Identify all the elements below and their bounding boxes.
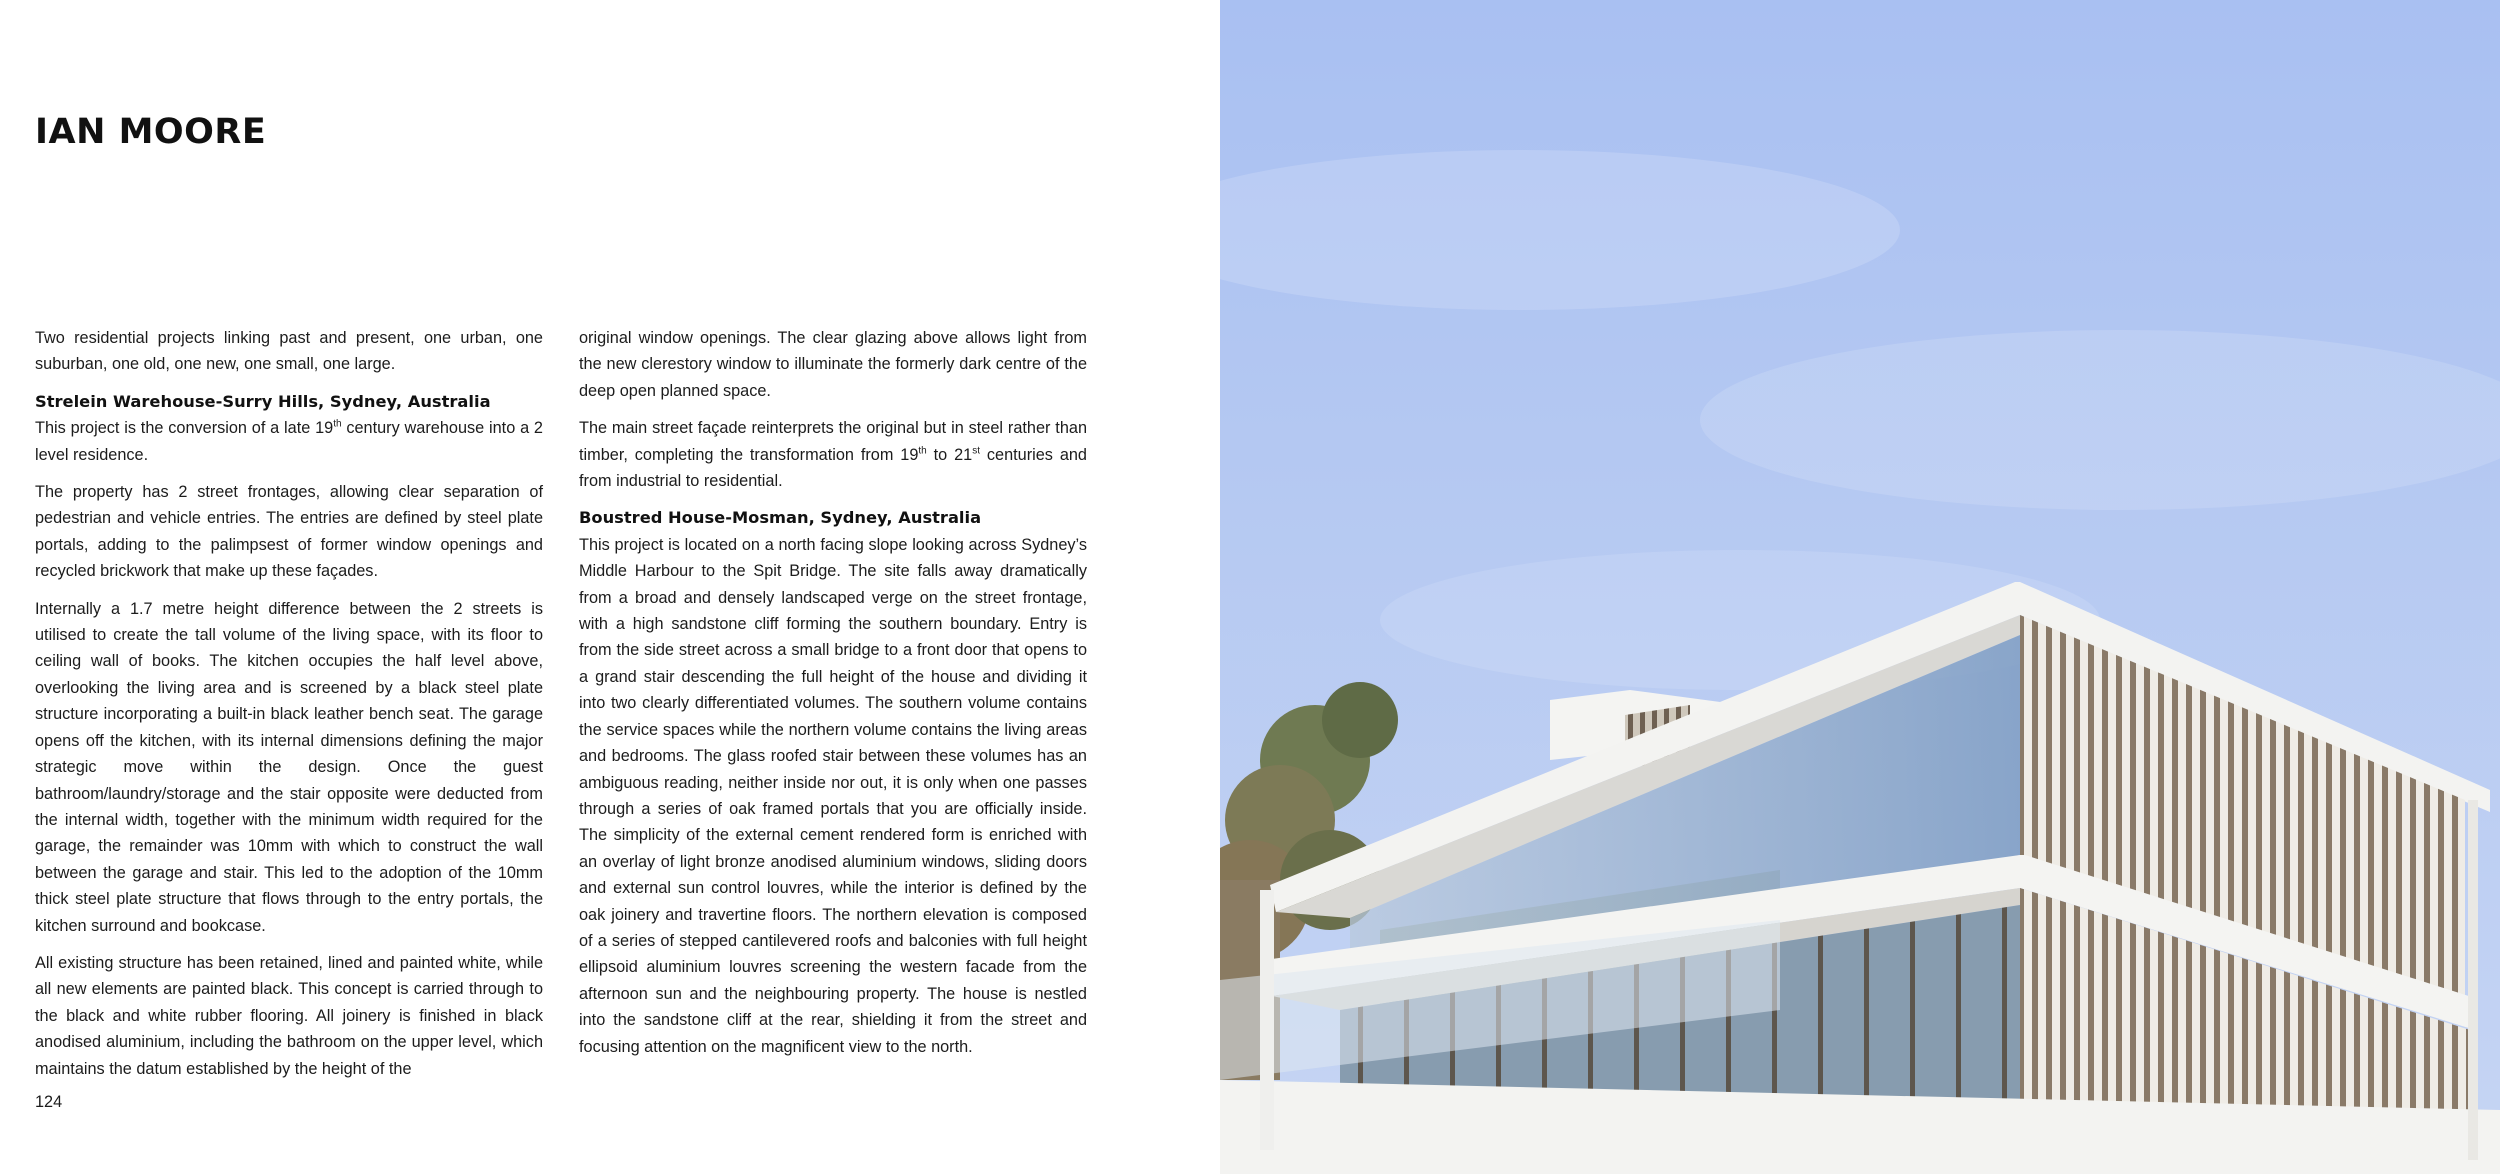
strelein-paragraph-2: The property has 2 street frontages, allowing clear separation of pedestrian and vehicle entries. The entries are defined by steel plate portals, adding to the palimpsest of former window openings and recycled brickwork that make up these façades. [35,483,543,581]
author-name: IAN MOORE [35,112,267,152]
text-column-left [35,325,543,1093]
project-heading-strelein: Strelein Warehouse-Surry Hills, Sydney, Australia [35,391,491,411]
ordinal-suffix: th [333,418,342,430]
intro-paragraph: Two residential projects linking past and present, one urban, one suburban, one old, one new, one small, one large. [35,329,543,374]
ordinal-suffix: st [972,445,980,457]
left-edge-column [1260,890,1274,1150]
strelein-paragraph-5: original window openings. The clear glazing above allows light from the new clerestory window to illuminate the formerly dark centre of the deep open planned space. [579,329,1087,400]
strelein-paragraph-3: Internally a 1.7 metre height difference between the 2 streets is utilised to create the tall volume of the living space, with its floor to ceiling wall of books. The kitchen occupies the half level above, overlooking the living area and is screened by a black steel plate structure incorporating a built-in black leather bench seat. The garage opens off the kitchen, with its internal dimensions defining the major strategic move within the design. Once the guest bathroom/laundry/storage and the stair opposite were deducted from the internal width, together with the minimum width required for the garage, the remainder was 10mm with which to construct the wall between the garage and stair. This led to the adoption of the 10mm thick steel plate structure that flows through to the entry portals, the kitchen surround and bookcase. [35,599,543,935]
page-number: 124 [35,1093,63,1111]
strelein-paragraph-1: This project is the conversion of a late 19th century warehouse into a 2 level residence. [35,418,543,464]
house-illustration [1220,0,2500,1174]
ordinal-suffix: th [918,445,927,457]
strelein-paragraph-4: All existing structure has been retained, lined and painted white, while all new elements are painted black. This concept is carried through to the black and white rubber flooring. All joinery is finished in black anodised aluminium, including the bathroom on the upper level, which maintains the datum established by the height of the [35,953,543,1078]
strelein-paragraph-6: The main street façade reinterprets the original but in steel rather than timber, completing the transformation from 19th to 21st centuries and from industrial to residential. [579,419,1087,491]
project-heading-boustred: Boustred House-Mosman, Sydney, Australia [579,508,982,528]
left-page [0,0,1220,1174]
right-edge-column [2468,800,2478,1160]
house-photograph [1220,0,2500,1174]
boustred-paragraph: This project is located on a north facing slope looking across Sydney’s Middle Harbour to the Spit Bridge. The site falls away dramatically from a broad and densely landscaped verge on the street frontage, with a high sandstone cliff forming the southern boundary. Entry is from the side street across a small bridge to a front door that opens to a grand stair descending the full height of the house and dividing it into two clearly differentiated volumes. The southern volume contains the service spaces while the northern volume contains the living areas and bedrooms. The glass roofed stair between these volumes has an ambiguous reading, neither inside nor out, it is only when one passes through a series of oak framed portals that you are officially inside. The simplicity of the external cement rendered form is enriched with an overlay of light bronze anodised aluminium windows, sliding doors and external sun control louvres, while the interior is defined by the oak joinery and travertine floors. The northern elevation is composed of a series of stepped cantilevered roofs and balconies with full height ellipsoid aluminium louvres screening the western facade from the afternoon sun and the neighbouring property. The house is nestled into the sandstone cliff at the rear, shielding it from the street and focusing attention on the magnificent view to the north. [579,535,1087,1056]
text-column-right [579,325,1087,1071]
